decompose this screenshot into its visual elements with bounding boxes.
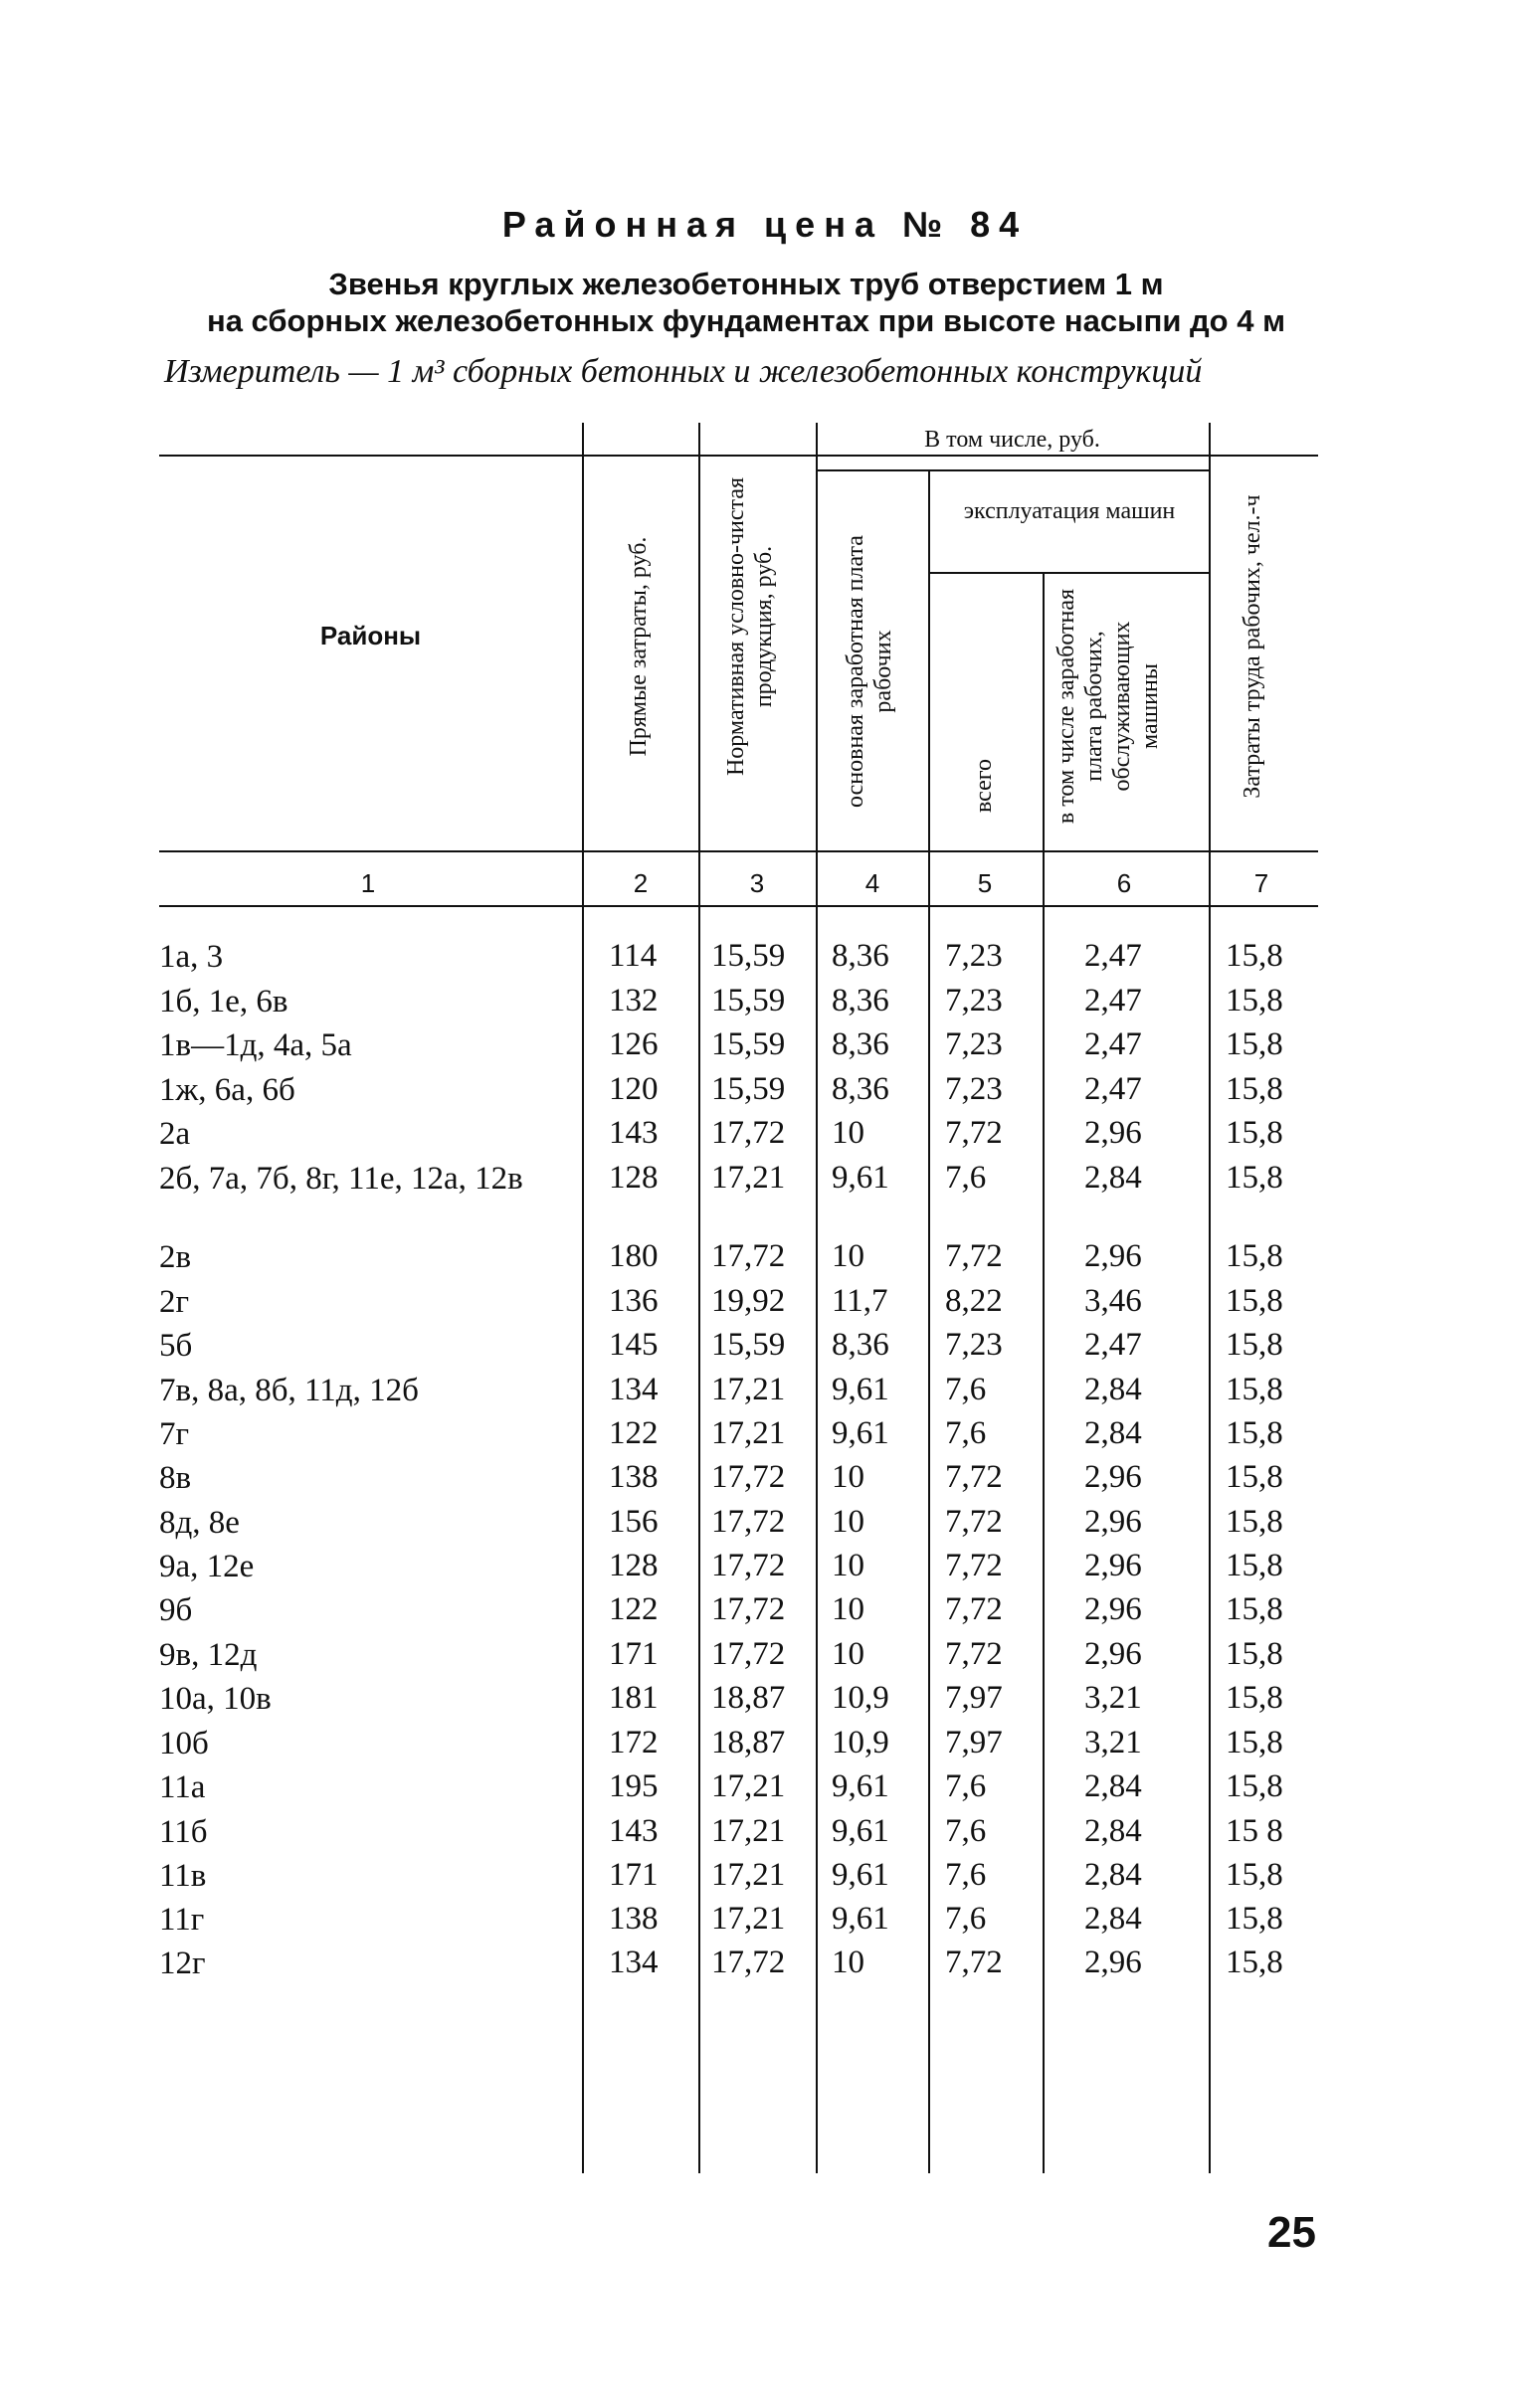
column-number-5: 5 xyxy=(977,868,993,898)
value-cell-c3: 17,72 xyxy=(711,1945,786,1980)
value-cell-c4: 8,36 xyxy=(832,1327,889,1363)
value-cell-c4: 9,61 xyxy=(832,1857,889,1893)
region-cell: 8д, 8е xyxy=(159,1505,240,1541)
value-cell-c6: 2,96 xyxy=(1084,1945,1142,1980)
value-cell-c2: 181 xyxy=(609,1680,659,1716)
value-cell-c6: 2,47 xyxy=(1084,938,1142,974)
value-cell-c5: 7,72 xyxy=(945,1115,1003,1151)
measure-unit: Измеритель — 1 м³ сборных бетонных и железобетонных конструкций xyxy=(164,353,1203,390)
value-cell-c4: 9,61 xyxy=(832,1372,889,1407)
table-row xyxy=(0,1160,1530,1204)
value-cell-c3: 15,59 xyxy=(711,1026,786,1062)
value-cell-c2: 134 xyxy=(609,1945,659,1980)
table-row xyxy=(0,1636,1530,1680)
value-cell-c4: 10 xyxy=(832,1945,864,1980)
value-cell-c4: 9,61 xyxy=(832,1160,889,1196)
value-cell-c7: 15,8 xyxy=(1226,1160,1283,1196)
value-cell-c2: 171 xyxy=(609,1636,659,1672)
region-cell: 10а, 10в xyxy=(159,1681,272,1717)
value-cell-c6: 2,84 xyxy=(1084,1901,1142,1937)
header-regions: Районы xyxy=(319,621,422,650)
value-cell-c7: 15,8 xyxy=(1226,1026,1283,1062)
value-cell-c6: 2,47 xyxy=(1084,1026,1142,1062)
value-cell-c4: 8,36 xyxy=(832,983,889,1019)
value-cell-c7: 15,8 xyxy=(1226,1768,1283,1804)
value-cell-c7: 15,8 xyxy=(1226,1636,1283,1672)
value-cell-c4: 9,61 xyxy=(832,1813,889,1849)
table-row xyxy=(0,1327,1530,1371)
machines-underline xyxy=(930,572,1209,574)
value-cell-c3: 17,21 xyxy=(711,1160,786,1196)
value-cell-c6: 2,84 xyxy=(1084,1857,1142,1893)
table-row xyxy=(0,1768,1530,1812)
header-normative-output: Нормативная условно-чистая продукция, руб. xyxy=(723,476,777,777)
region-cell: 1ж, 6а, 6б xyxy=(159,1072,295,1108)
value-cell-c3: 15,59 xyxy=(711,938,786,974)
value-cell-c5: 7,72 xyxy=(945,1636,1003,1672)
value-cell-c5: 7,23 xyxy=(945,938,1003,974)
region-cell: 2г xyxy=(159,1284,190,1320)
value-cell-c3: 17,72 xyxy=(711,1238,786,1274)
column-number-7: 7 xyxy=(1253,868,1269,898)
table-row xyxy=(0,1901,1530,1945)
table-row xyxy=(0,938,1530,982)
header-labor: Затраты труда рабочих, чел.-ч xyxy=(1240,494,1265,799)
value-cell-c2: 136 xyxy=(609,1283,659,1319)
value-cell-c6: 2,96 xyxy=(1084,1238,1142,1274)
value-cell-c4: 10 xyxy=(832,1238,864,1274)
value-cell-c2: 134 xyxy=(609,1372,659,1407)
value-cell-c3: 17,72 xyxy=(711,1115,786,1151)
value-cell-c7: 15,8 xyxy=(1226,1548,1283,1583)
value-cell-c5: 7,23 xyxy=(945,1026,1003,1062)
value-cell-c5: 7,6 xyxy=(945,1415,987,1451)
table-row xyxy=(0,1813,1530,1857)
region-cell: 8в xyxy=(159,1460,192,1496)
table-row xyxy=(0,1504,1530,1548)
region-cell: 1б, 1е, 6в xyxy=(159,984,288,1019)
value-cell-c6: 3,21 xyxy=(1084,1680,1142,1716)
value-cell-c2: 143 xyxy=(609,1813,659,1849)
value-cell-c7: 15,8 xyxy=(1226,1238,1283,1274)
value-cell-c7: 15,8 xyxy=(1226,1327,1283,1363)
value-cell-c3: 17,72 xyxy=(711,1548,786,1583)
table-row xyxy=(0,1548,1530,1591)
value-cell-c7: 15 8 xyxy=(1226,1813,1283,1849)
value-cell-c2: 156 xyxy=(609,1504,659,1540)
value-cell-c3: 15,59 xyxy=(711,1327,786,1363)
value-cell-c2: 114 xyxy=(609,938,658,974)
value-cell-c7: 15,8 xyxy=(1226,1071,1283,1107)
value-cell-c5: 7,23 xyxy=(945,1327,1003,1363)
header-direct-costs: Прямые затраты, руб. xyxy=(626,536,652,757)
value-cell-c4: 8,36 xyxy=(832,1071,889,1107)
table-row xyxy=(0,1071,1530,1115)
value-cell-c6: 2,47 xyxy=(1084,983,1142,1019)
region-cell: 9в, 12д xyxy=(159,1637,258,1673)
value-cell-c5: 7,23 xyxy=(945,1071,1003,1107)
value-cell-c7: 15,8 xyxy=(1226,1459,1283,1495)
region-cell: 11г xyxy=(159,1902,205,1938)
value-cell-c2: 145 xyxy=(609,1327,659,1363)
value-cell-c5: 7,72 xyxy=(945,1591,1003,1627)
region-cell: 9а, 12е xyxy=(159,1549,255,1584)
value-cell-c2: 128 xyxy=(609,1160,659,1196)
value-cell-c5: 7,6 xyxy=(945,1160,987,1196)
value-cell-c4: 10 xyxy=(832,1504,864,1540)
value-cell-c4: 10 xyxy=(832,1115,864,1151)
value-cell-c6: 2,96 xyxy=(1084,1548,1142,1583)
value-cell-c3: 19,92 xyxy=(711,1283,786,1319)
subtitle-line-1: Звенья круглых железобетонных труб отверстием 1 м xyxy=(328,267,1164,301)
column-numbers-rule xyxy=(159,905,1318,907)
value-cell-c2: 128 xyxy=(609,1548,659,1583)
region-cell: 2в xyxy=(159,1239,192,1275)
value-cell-c3: 17,21 xyxy=(711,1857,786,1893)
value-cell-c7: 15,8 xyxy=(1226,1283,1283,1319)
value-cell-c5: 7,23 xyxy=(945,983,1003,1019)
value-cell-c4: 9,61 xyxy=(832,1768,889,1804)
value-cell-c5: 7,72 xyxy=(945,1238,1003,1274)
value-cell-c3: 17,21 xyxy=(711,1901,786,1937)
value-cell-c6: 2,96 xyxy=(1084,1636,1142,1672)
value-cell-c3: 15,59 xyxy=(711,983,786,1019)
column-number-4: 4 xyxy=(864,868,880,898)
value-cell-c6: 3,21 xyxy=(1084,1725,1142,1760)
table-row xyxy=(0,1026,1530,1070)
region-cell: 11а xyxy=(159,1769,206,1805)
value-cell-c6: 2,96 xyxy=(1084,1504,1142,1540)
table-row xyxy=(0,1591,1530,1635)
value-cell-c7: 15,8 xyxy=(1226,1415,1283,1451)
column-number-6: 6 xyxy=(1116,868,1132,898)
value-cell-c3: 17,72 xyxy=(711,1636,786,1672)
value-cell-c5: 7,6 xyxy=(945,1813,987,1849)
value-cell-c4: 11,7 xyxy=(832,1283,888,1319)
value-cell-c7: 15,8 xyxy=(1226,1901,1283,1937)
value-cell-c7: 15,8 xyxy=(1226,1945,1283,1980)
region-cell: 11б xyxy=(159,1814,208,1850)
table-row xyxy=(0,1680,1530,1724)
value-cell-c5: 7,72 xyxy=(945,1459,1003,1495)
value-cell-c3: 17,21 xyxy=(711,1415,786,1451)
table-row xyxy=(0,1459,1530,1503)
column-number-1: 1 xyxy=(360,868,376,898)
value-cell-c7: 15,8 xyxy=(1226,1504,1283,1540)
table-row xyxy=(0,1857,1530,1901)
value-cell-c3: 17,21 xyxy=(711,1813,786,1849)
value-cell-c5: 7,6 xyxy=(945,1857,987,1893)
region-cell: 5б xyxy=(159,1328,193,1364)
value-cell-c4: 10,9 xyxy=(832,1725,889,1760)
value-cell-c5: 7,6 xyxy=(945,1768,987,1804)
value-cell-c5: 8,22 xyxy=(945,1283,1003,1319)
header-machine-operation: эксплуатация машин xyxy=(963,498,1176,524)
value-cell-c7: 15,8 xyxy=(1226,1857,1283,1893)
region-cell: 10б xyxy=(159,1726,209,1761)
value-cell-c4: 9,61 xyxy=(832,1901,889,1937)
region-cell: 2а xyxy=(159,1116,191,1152)
value-cell-c4: 10 xyxy=(832,1636,864,1672)
value-cell-c6: 2,84 xyxy=(1084,1813,1142,1849)
value-cell-c2: 138 xyxy=(609,1901,659,1937)
table-row xyxy=(0,1945,1530,1988)
subtitle-line-2: на сборных железобетонных фундаментах при высоте насыпи до 4 м xyxy=(206,303,1286,338)
page-title: Районная цена № 84 xyxy=(501,204,1029,245)
value-cell-c7: 15,8 xyxy=(1226,1115,1283,1151)
value-cell-c4: 10 xyxy=(832,1459,864,1495)
value-cell-c5: 7,72 xyxy=(945,1504,1003,1540)
value-cell-c2: 195 xyxy=(609,1768,659,1804)
header-base-wage: основная заработная плата рабочих xyxy=(843,535,896,808)
value-cell-c3: 17,72 xyxy=(711,1504,786,1540)
value-cell-c2: 122 xyxy=(609,1591,659,1627)
value-cell-c2: 122 xyxy=(609,1415,659,1451)
region-cell: 9б xyxy=(159,1592,193,1628)
region-cell: 7г xyxy=(159,1416,190,1452)
value-cell-c5: 7,72 xyxy=(945,1548,1003,1583)
page-number: 25 xyxy=(1267,2208,1316,2257)
value-cell-c3: 17,72 xyxy=(711,1591,786,1627)
value-cell-c6: 2,84 xyxy=(1084,1768,1142,1804)
value-cell-c5: 7,6 xyxy=(945,1372,987,1407)
value-cell-c5: 7,72 xyxy=(945,1945,1003,1980)
value-cell-c7: 15,8 xyxy=(1226,1372,1283,1407)
table-row xyxy=(0,1372,1530,1415)
value-cell-c6: 2,47 xyxy=(1084,1327,1142,1363)
region-cell: 11в xyxy=(159,1858,207,1894)
value-cell-c2: 132 xyxy=(609,983,659,1019)
value-cell-c2: 180 xyxy=(609,1238,659,1274)
value-cell-c7: 15,8 xyxy=(1226,983,1283,1019)
value-cell-c3: 18,87 xyxy=(711,1725,786,1760)
value-cell-c5: 7,97 xyxy=(945,1725,1003,1760)
table-row xyxy=(0,1415,1530,1459)
table-row xyxy=(0,1238,1530,1282)
value-cell-c7: 15,8 xyxy=(1226,1680,1283,1716)
value-cell-c6: 2,84 xyxy=(1084,1415,1142,1451)
value-cell-c7: 15,8 xyxy=(1226,1591,1283,1627)
value-cell-c6: 2,96 xyxy=(1084,1591,1142,1627)
table-row xyxy=(0,983,1530,1026)
value-cell-c2: 126 xyxy=(609,1026,659,1062)
value-cell-c3: 18,87 xyxy=(711,1680,786,1716)
value-cell-c3: 17,72 xyxy=(711,1459,786,1495)
value-cell-c3: 15,59 xyxy=(711,1071,786,1107)
value-cell-c3: 17,21 xyxy=(711,1372,786,1407)
value-cell-c5: 7,6 xyxy=(945,1901,987,1937)
header-machines-wage: в том числе заработная плата рабочих, обслуживающих машины xyxy=(1053,588,1163,825)
region-cell: 1в—1д, 4а, 5а xyxy=(159,1027,352,1063)
region-cell: 12г xyxy=(159,1945,206,1981)
table-row xyxy=(0,1725,1530,1768)
value-cell-c4: 10,9 xyxy=(832,1680,889,1716)
region-cell: 1а, 3 xyxy=(159,939,224,975)
value-cell-c2: 138 xyxy=(609,1459,659,1495)
table-row xyxy=(0,1283,1530,1327)
value-cell-c6: 2,96 xyxy=(1084,1459,1142,1495)
value-cell-c2: 143 xyxy=(609,1115,659,1151)
header-bottom-rule xyxy=(159,850,1318,852)
value-cell-c4: 10 xyxy=(832,1591,864,1627)
value-cell-c4: 8,36 xyxy=(832,938,889,974)
value-cell-c6: 3,46 xyxy=(1084,1283,1142,1319)
value-cell-c7: 15,8 xyxy=(1226,1725,1283,1760)
value-cell-c4: 8,36 xyxy=(832,1026,889,1062)
value-cell-c4: 9,61 xyxy=(832,1415,889,1451)
value-cell-c6: 2,84 xyxy=(1084,1160,1142,1196)
header-including: В том числе, руб. xyxy=(924,427,1100,453)
value-cell-c2: 172 xyxy=(609,1725,659,1760)
region-cell: 7в, 8а, 8б, 11д, 12б xyxy=(159,1373,419,1408)
value-cell-c6: 2,84 xyxy=(1084,1372,1142,1407)
including-underline xyxy=(816,469,1209,471)
value-cell-c6: 2,47 xyxy=(1084,1071,1142,1107)
value-cell-c3: 17,21 xyxy=(711,1768,786,1804)
table-row xyxy=(0,1115,1530,1159)
value-cell-c6: 2,96 xyxy=(1084,1115,1142,1151)
value-cell-c2: 120 xyxy=(609,1071,659,1107)
region-cell: 2б, 7а, 7б, 8г, 11е, 12а, 12в xyxy=(159,1161,523,1197)
column-number-3: 3 xyxy=(749,868,765,898)
value-cell-c5: 7,97 xyxy=(945,1680,1003,1716)
column-number-2: 2 xyxy=(633,868,649,898)
value-cell-c4: 10 xyxy=(832,1548,864,1583)
header-machines-total: всего xyxy=(971,758,997,814)
value-cell-c7: 15,8 xyxy=(1226,938,1283,974)
value-cell-c2: 171 xyxy=(609,1857,659,1893)
